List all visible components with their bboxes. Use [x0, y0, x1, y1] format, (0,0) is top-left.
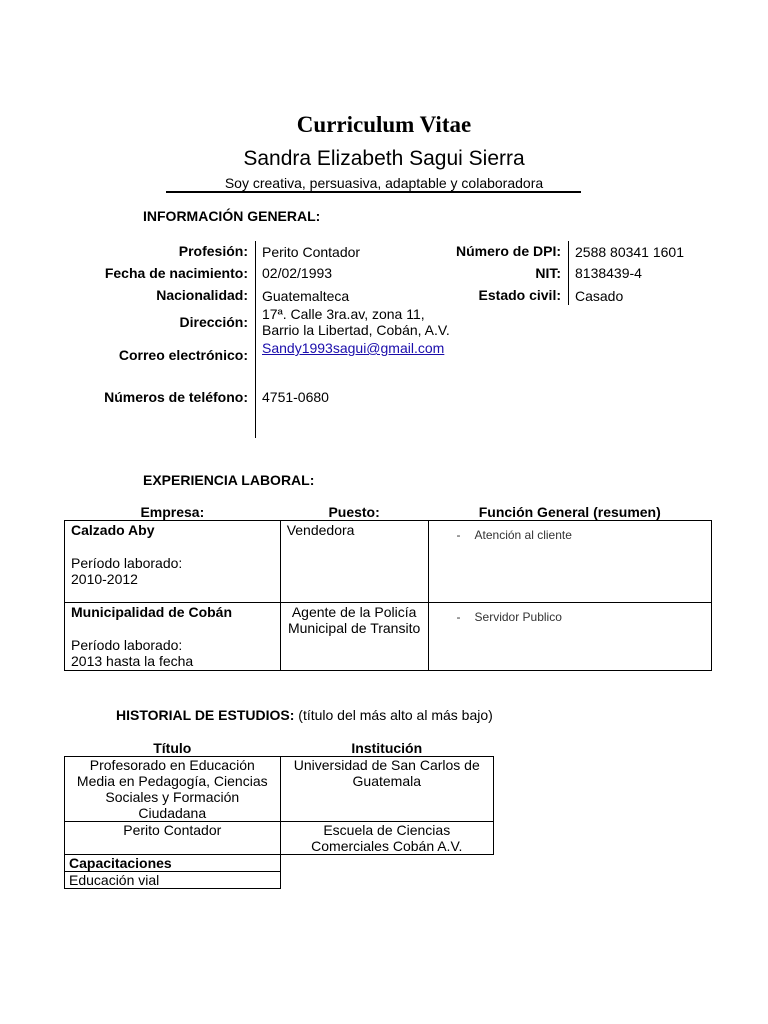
value-nationality: Guatemalteca [262, 288, 350, 304]
company-name: Municipalidad de Cobán [71, 604, 233, 620]
empty-cell [280, 855, 493, 872]
trainings-heading: Capacitaciones [65, 855, 281, 872]
education-heading: HISTORIAL DE ESTUDIOS: [116, 707, 295, 723]
general-right-divider [568, 241, 569, 305]
institution-line: Comerciales Cobán A.V. [311, 838, 463, 854]
position-line: Vendedora [286, 522, 355, 538]
education-table [64, 740, 494, 889]
label-nit: NIT: [535, 265, 561, 281]
cv-title: Curriculum Vitae [296, 112, 472, 137]
email-link[interactable]: Sandy1993sagui@gmail.com [262, 340, 445, 356]
position-cell [280, 521, 428, 603]
period-value: 2013 hasta la fecha [71, 653, 194, 669]
position-line: Municipal de Transito [287, 620, 421, 636]
institution-cell [280, 757, 493, 822]
function-bullet [435, 527, 705, 543]
general-left-divider [255, 241, 256, 438]
experience-header-row [65, 504, 712, 521]
value-birthdate: 02/02/1993 [262, 265, 333, 281]
label-birthdate: Fecha de nacimiento: [104, 265, 248, 281]
period-label: Período laborado: [71, 555, 183, 571]
education-row [65, 757, 494, 822]
tagline: Soy creativa, persuasiva, adaptable y colaboradora [224, 175, 544, 191]
degree-title-line: Ciudadana [138, 805, 207, 821]
experience-row [65, 521, 712, 603]
education-subheading: (título del más alto al más bajo) [298, 707, 493, 723]
position-cell [280, 603, 428, 671]
function-text: Atención al cliente [474, 528, 572, 542]
label-nationality: Nacionalidad: [156, 287, 248, 303]
column-company: Empresa: [140, 504, 205, 520]
label-profession: Profesión: [178, 243, 248, 259]
position-line: Agente de la Policía [291, 604, 417, 620]
value-profession: Perito Contador [262, 244, 361, 260]
empty-cell [280, 872, 493, 889]
company-name: Calzado Aby [71, 522, 155, 538]
value-address [262, 306, 450, 338]
function-cell [428, 521, 711, 603]
bullet-dash: - [456, 610, 461, 624]
institution-line: Guatemala [352, 773, 422, 789]
label-dpi: Número de DPI: [455, 243, 561, 259]
candidate-name: Sandra Elizabeth Sagui Sierra [243, 147, 525, 170]
period-label: Período laborado: [71, 637, 183, 653]
degree-title-cell [65, 822, 281, 855]
function-text: Servidor Publico [474, 610, 562, 624]
training-item: Educación vial [65, 872, 281, 889]
label-address: Dirección: [179, 314, 248, 330]
bullet-dash: - [456, 528, 461, 542]
experience-table [64, 504, 712, 671]
column-function: Función General (resumen) [478, 504, 661, 520]
company-cell [65, 521, 281, 603]
education-row [65, 822, 494, 855]
value-civil-status: Casado [575, 288, 624, 304]
training-row [65, 872, 494, 889]
degree-title-line: Sociales y Formación [105, 789, 240, 805]
experience-row [65, 603, 712, 671]
label-civil-status: Estado civil: [478, 287, 561, 303]
degree-title-line: Perito Contador [123, 822, 222, 838]
column-title: Título [153, 740, 192, 756]
company-cell [65, 603, 281, 671]
degree-title-cell [65, 757, 281, 822]
address-line-2: Barrio la Libertad, Cobán, A.V. [262, 322, 450, 338]
address-line-1: 17ª. Calle 3ra.av, zona 11, [262, 306, 425, 322]
function-bullet [435, 609, 705, 625]
value-nit: 8138439-4 [575, 265, 642, 281]
column-position: Puesto: [328, 504, 380, 520]
experience-heading: EXPERIENCIA LABORAL: [143, 472, 315, 488]
value-dpi: 2588 80341 1601 [575, 244, 684, 260]
period-value: 2010-2012 [71, 571, 138, 587]
function-cell [428, 603, 711, 671]
label-phone: Números de teléfono: [104, 389, 248, 405]
degree-title-line: Profesorado en Educación [89, 757, 255, 773]
header-divider [166, 191, 581, 193]
education-header-row [65, 740, 494, 757]
institution-line: Universidad de San Carlos de [293, 757, 480, 773]
label-email: Correo electrónico: [118, 347, 248, 363]
trainings-header-row [65, 855, 494, 872]
value-phone: 4751-0680 [262, 389, 329, 405]
education-heading-line [116, 707, 493, 723]
institution-line: Escuela de Ciencias [323, 822, 451, 838]
degree-title-line: Media en Pedagogía, Ciencias [76, 773, 268, 789]
general-info-heading: INFORMACIÓN GENERAL: [143, 208, 321, 224]
column-institution: Institución [351, 740, 423, 756]
institution-cell [280, 822, 493, 855]
